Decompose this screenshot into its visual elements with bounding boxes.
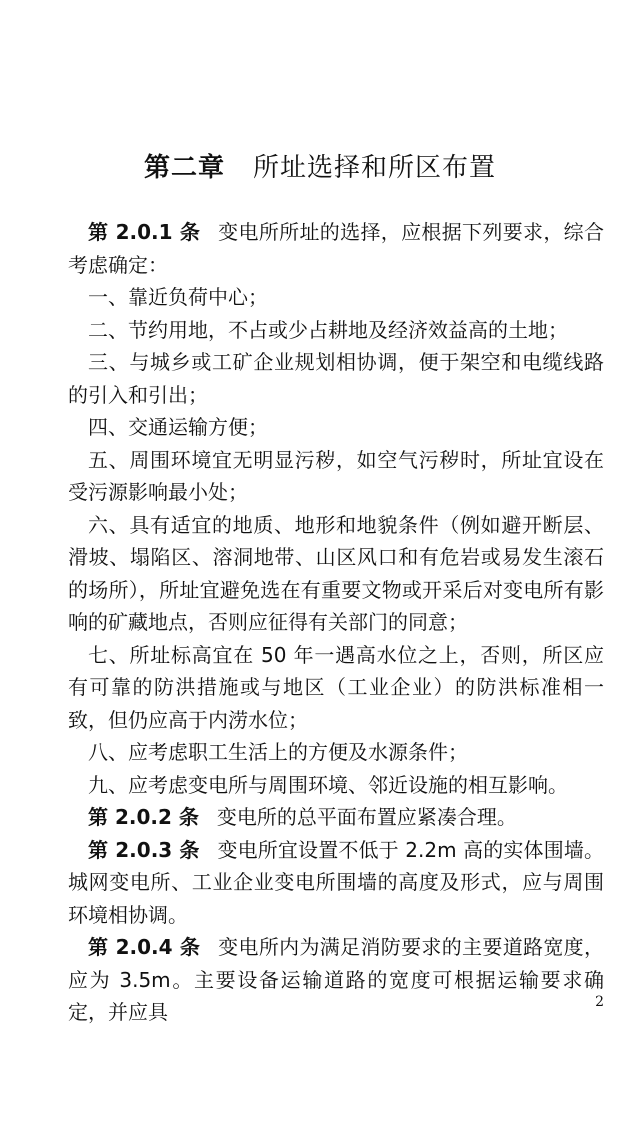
article-label: 第 2.0.2 条 (88, 805, 199, 829)
list-item: 八、应考虑职工生活上的方便及水源条件； (88, 740, 468, 764)
article-2-0-2 (68, 801, 604, 834)
article-text: 变电所宜设置不低于 2.2m 高的实体围墙。城网变电所、工业企业变电所围墙的高度及形式，应与周围环境相协调。 (68, 837, 604, 927)
list-item: 五、周围环境宜无明显污秽，如空气污秽时，所址宜设在受污源影响最小处； (68, 447, 604, 504)
article-label: 第 2.0.3 条 (88, 837, 200, 862)
article-text: 变电所所址的选择，应根据下列要求，综合考虑确定： (68, 220, 605, 277)
list-item: 二、节约用地，不占或少占耕地及经济效益高的土地； (88, 317, 568, 342)
article-2-0-1 (68, 216, 604, 281)
list-item: 六、具有适宜的地质、地形和地貌条件（例如避开断层、滑坡、塌陷区、溶洞地带、山区风口和有危岩或易发生滚石的场所），所址宜避免选在有重要文物或开采后对变电所有影响的矿藏地点，否则应征得有关部门的同意； (68, 512, 604, 634)
list-item: 九、应考虑变电所与周围环境、邻近设施的相互影响。 (88, 772, 568, 797)
page-number: 2 (595, 994, 604, 1010)
list-item: 七、所址标高宜在 50 年一遇高水位之上，否则，所区应有可靠的防洪措施或与地区（工业企业）的防洪标准相一致，但仍应高于内涝水位； (68, 642, 604, 732)
chapter-title: 所址选择和所区布置 (253, 153, 497, 183)
article-label: 第 2.0.4 条 (88, 935, 201, 959)
chapter-number: 第二章 (143, 153, 225, 183)
chapter-heading (0, 148, 640, 188)
list-item: 四、交通运输方便； (88, 415, 268, 439)
chapter-body (68, 216, 604, 1029)
article-2-0-4 (68, 931, 604, 1029)
article-text: 变电所内为满足消防要求的主要道路宽度，应为 3.5m。主要设备运输道路的宽度可根据运输要求确定，并应具 (68, 935, 605, 1024)
article-label: 第 2.0.1 条 (88, 220, 201, 244)
article-2-0-3 (68, 834, 604, 932)
list-item: 一、靠近负荷中心； (88, 285, 268, 309)
list-item: 三、与城乡或工矿企业规划相协调，便于架空和电缆线路的引入和引出； (68, 350, 604, 407)
article-text: 变电所的总平面布置应紧凑合理。 (216, 805, 517, 829)
